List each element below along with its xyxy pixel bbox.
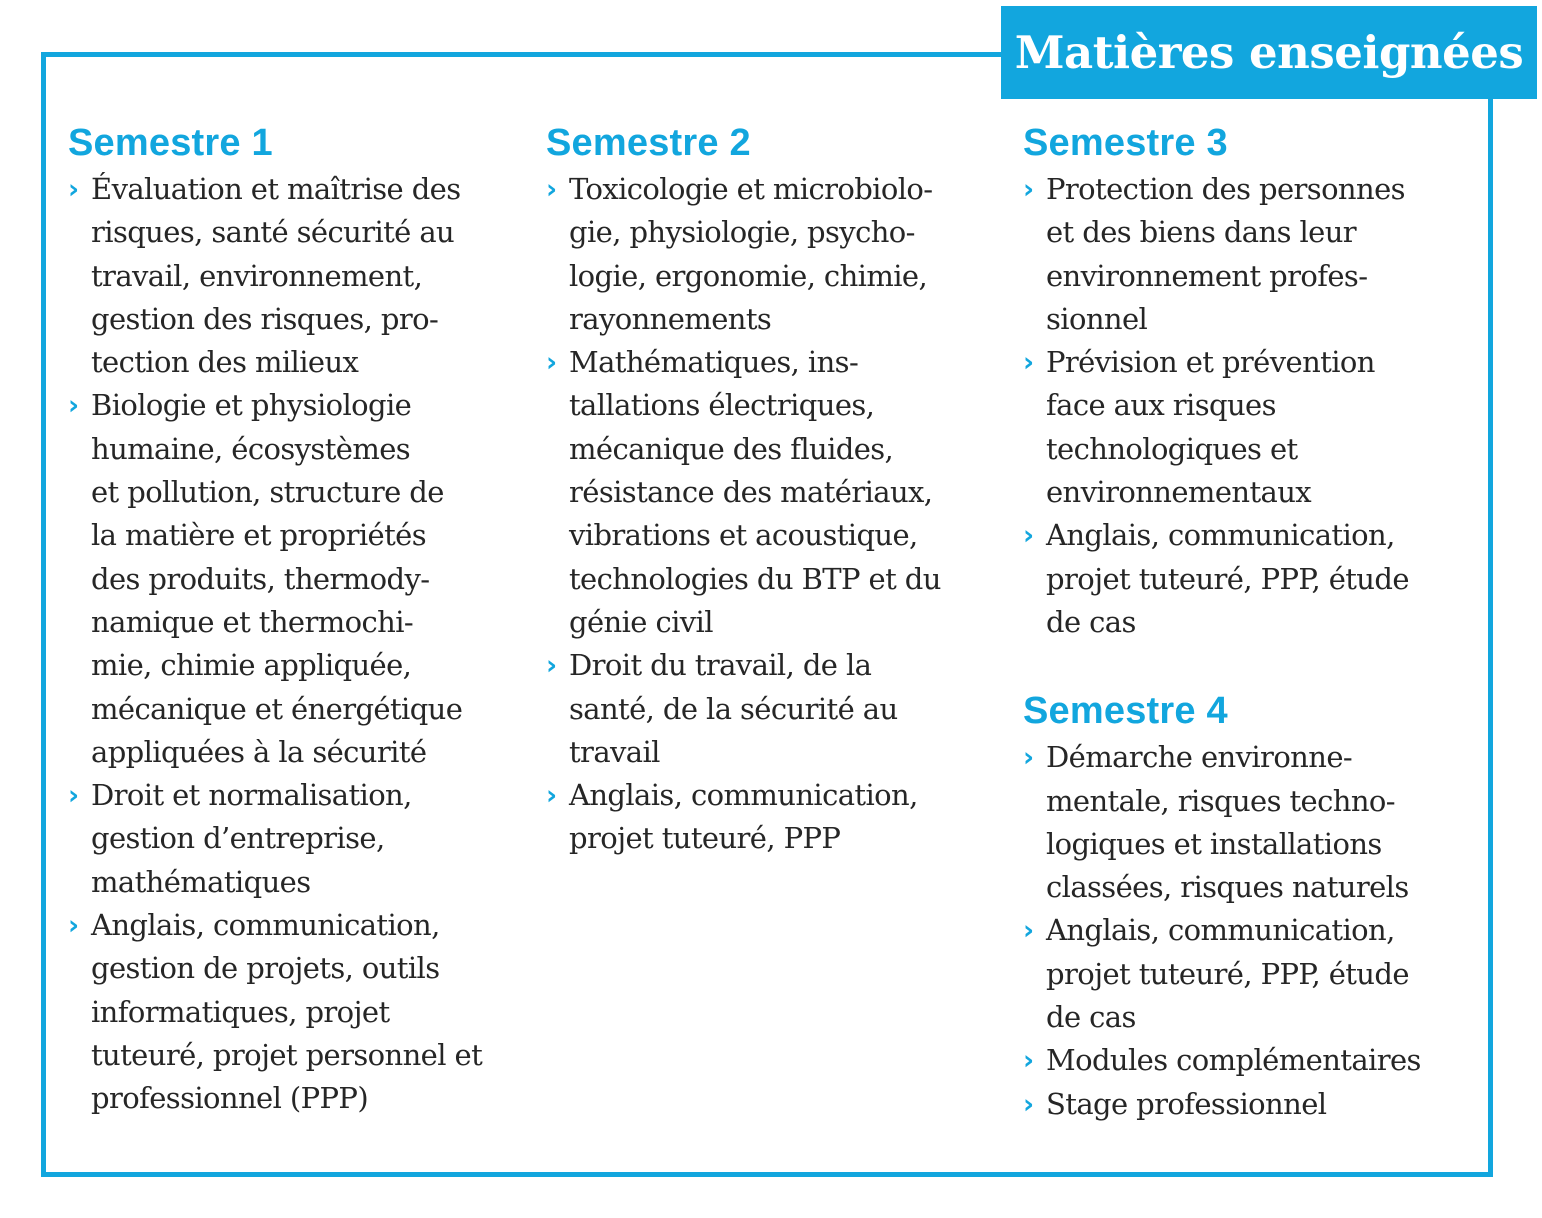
course-item-line: namique et thermochi- xyxy=(91,604,414,639)
course-item-line: Droit du travail, de la xyxy=(569,648,872,683)
chevron-right-icon: › xyxy=(1023,742,1034,774)
course-item-line: tallations électriques, xyxy=(569,388,875,423)
course-item-line: de cas xyxy=(1046,604,1136,639)
chevron-right-icon: › xyxy=(1023,520,1034,552)
chevron-right-icon: › xyxy=(68,174,79,205)
course-item-line: et des biens dans leur xyxy=(1046,215,1357,250)
page-title: Matières enseignées xyxy=(1001,6,1537,99)
course-item-line: travail, environnement, xyxy=(91,258,423,293)
course-item-line: rayonnements xyxy=(569,301,772,336)
course-item-line: génie civil xyxy=(569,604,713,639)
course-item-line: classées, risques naturels xyxy=(1046,870,1409,905)
course-item-line: environnement profes- xyxy=(1046,258,1368,293)
course-item-line: humaine, écosystèmes xyxy=(91,431,411,466)
course-list xyxy=(546,168,986,861)
course-item-line: Droit et normalisation, xyxy=(91,778,412,813)
course-item xyxy=(1023,1083,1483,1126)
chevron-right-icon: › xyxy=(68,910,79,942)
course-item-line: Anglais, communication, xyxy=(91,908,440,943)
course-item-line: professionnel (PPP) xyxy=(91,1081,369,1116)
chevron-right-icon: › xyxy=(546,174,557,205)
course-item-line: gestion de projets, outils xyxy=(91,951,440,986)
course-item-line: projet tuteuré, PPP, étude xyxy=(1046,561,1409,596)
course-item-line: travail xyxy=(569,734,660,769)
course-item-line: gestion d’entreprise, xyxy=(91,821,385,856)
course-item-line: environnementaux xyxy=(1046,475,1312,510)
course-item-line: technologiques et xyxy=(1046,431,1298,466)
course-item-line: Mathématiques, ins- xyxy=(569,345,859,380)
course-item-line: Anglais, communication, xyxy=(1046,913,1395,948)
semester-title: Semestre 3 xyxy=(1023,122,1228,164)
column-semestre-1 xyxy=(68,118,528,1121)
course-item xyxy=(1023,736,1483,909)
course-list xyxy=(1023,168,1483,644)
chevron-right-icon: › xyxy=(546,650,557,682)
course-item-line: Modules complémentaires xyxy=(1046,1043,1421,1078)
course-item-line: technologies du BTP et du xyxy=(569,561,941,596)
course-item-line: mie, chimie appliquée, xyxy=(91,648,412,683)
semester-block-3 xyxy=(1023,118,1483,644)
course-item-line: sionnel xyxy=(1046,301,1148,336)
chevron-right-icon: › xyxy=(1023,174,1034,205)
course-item xyxy=(546,168,986,341)
course-item xyxy=(68,384,528,774)
course-item xyxy=(68,774,528,904)
semester-block-1 xyxy=(68,118,528,1121)
course-item-line: logie, ergonomie, chimie, xyxy=(569,258,928,293)
course-item-line: projet tuteuré, PPP xyxy=(569,821,841,856)
course-item xyxy=(1023,1039,1483,1082)
course-item-line: gie, physiologie, psycho- xyxy=(569,215,915,250)
column-semestre-3-4 xyxy=(1023,118,1483,1126)
course-item-line: la matière et propriétés xyxy=(91,518,426,553)
course-item xyxy=(546,774,986,861)
chevron-right-icon: › xyxy=(546,347,557,379)
course-item-line: mécanique et énergétique xyxy=(91,691,463,726)
semester-title: Semestre 1 xyxy=(68,122,273,164)
course-item xyxy=(546,644,986,774)
course-item-line: mentale, risques techno- xyxy=(1046,783,1395,818)
course-item-line: santé, de la sécurité au xyxy=(569,691,898,726)
course-item xyxy=(546,341,986,644)
course-item-line: Protection des personnes xyxy=(1046,172,1405,206)
column-semestre-2 xyxy=(546,118,986,861)
course-item-line: informatiques, projet xyxy=(91,994,390,1029)
chevron-right-icon: › xyxy=(1023,915,1034,947)
semester-block-2 xyxy=(546,118,986,861)
course-item xyxy=(68,168,528,384)
course-item-line: mécanique des fluides, xyxy=(569,431,894,466)
semester-title: Semestre 4 xyxy=(1023,690,1228,733)
course-item-line: Toxicologie et microbiolo- xyxy=(569,172,933,206)
course-item xyxy=(1023,909,1483,1039)
course-item-line: logiques et installations xyxy=(1046,826,1382,861)
course-item-line: Évaluation et maîtrise des xyxy=(91,172,461,206)
course-item-line: mathématiques xyxy=(91,864,311,899)
course-item-line: projet tuteuré, PPP, étude xyxy=(1046,956,1409,991)
course-item-line: Anglais, communication, xyxy=(569,778,918,813)
course-list xyxy=(1023,736,1483,1126)
course-item-line: de cas xyxy=(1046,1000,1136,1035)
course-item-line: Démarche environne- xyxy=(1046,740,1353,775)
chevron-right-icon: › xyxy=(1023,1045,1034,1077)
chevron-right-icon: › xyxy=(68,780,79,812)
course-list xyxy=(68,168,528,1121)
course-item-line: tection des milieux xyxy=(91,345,359,380)
chevron-right-icon: › xyxy=(1023,1088,1034,1120)
course-item xyxy=(68,904,528,1120)
chevron-right-icon: › xyxy=(1023,347,1034,379)
course-item-line: gestion des risques, pro- xyxy=(91,301,439,336)
course-item-line: résistance des matériaux, xyxy=(569,475,933,510)
course-item-line: appliquées à la sécurité xyxy=(91,734,427,769)
course-item xyxy=(1023,514,1483,644)
course-item-line: Biologie et physiologie xyxy=(91,388,412,423)
course-item xyxy=(1023,168,1483,341)
course-item-line: face aux risques xyxy=(1046,388,1276,423)
semester-block-4 xyxy=(1023,686,1483,1126)
course-item-line: et pollution, structure de xyxy=(91,475,444,510)
chevron-right-icon: › xyxy=(546,780,557,812)
course-item-line: des produits, thermody- xyxy=(91,561,430,596)
course-item-line: risques, santé sécurité au xyxy=(91,215,455,250)
semester-title: Semestre 2 xyxy=(546,122,751,164)
course-item-line: Stage professionnel xyxy=(1046,1086,1327,1121)
course-item xyxy=(1023,341,1483,514)
chevron-right-icon: › xyxy=(68,390,79,422)
course-item-line: Prévision et prévention xyxy=(1046,345,1375,380)
course-item-line: vibrations et acoustique, xyxy=(569,518,918,553)
course-item-line: tuteuré, projet personnel et xyxy=(91,1037,483,1072)
course-item-line: Anglais, communication, xyxy=(1046,518,1395,553)
